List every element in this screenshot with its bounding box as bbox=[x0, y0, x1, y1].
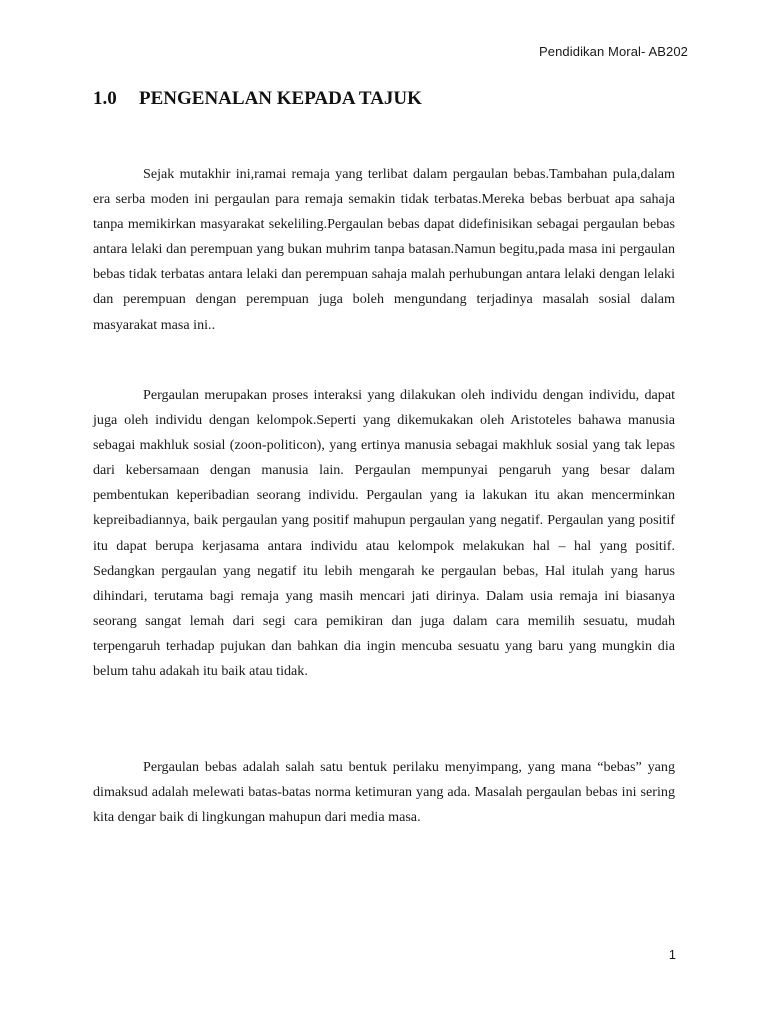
page-number: 1 bbox=[668, 947, 676, 962]
running-header-text: Pendidikan Moral- AB202 bbox=[538, 44, 688, 59]
section-heading bbox=[93, 88, 422, 110]
paragraph-block-2 bbox=[93, 383, 675, 684]
paragraph-block-1 bbox=[93, 162, 675, 338]
paragraph-1: Sejak mutakhir ini,ramai remaja yang terlibat dalam pergaulan bebas.Tambahan pula,dalam era serba moden ini pergaulan para remaja semakin tidak terbatas.Mereka bebas berbuat apa sahaja tanpa memikirkan masyarakat sekeliling.Pergaulan bebas dapat didefinisikan sebagai pergaulan bebas antara lelaki dan perempuan yang bukan muhrim tanpa batasan.Namun begitu,pada masa ini pergaulan bebas tidak terbatas antara lelaki dan perempuan sahaja malah perhubungan antara lelaki dengan lelaki dan perempuan dengan perempuan juga boleh mengundang terjadinya masalah sosial dalam masyarakat masa ini.. bbox=[93, 166, 675, 333]
running-header bbox=[539, 44, 688, 59]
paragraph-block-3 bbox=[93, 755, 675, 830]
section-title: PENGENALAN KEPADA TAJUK bbox=[139, 88, 422, 109]
paragraph-3: Pergaulan bebas adalah salah satu bentuk perilaku menyimpang, yang mana “bebas” yang dimaksud adalah melewati batas-batas norma ketimuran yang ada. Masalah pergaulan bebas ini sering kita dengar baik di lingkungan mahupun dari media masa. bbox=[93, 759, 675, 826]
paragraph-2: Pergaulan merupakan proses interaksi yang dilakukan oleh individu dengan individu, dapat juga oleh individu dengan kelompok.Seperti yang dikemukakan oleh Aristoteles bahawa manusia sebagai makhluk sosial (zoon-politicon), yang ertinya manusia sebagai makhluk sosial yang tak lepas dari kebersamaan dengan manusia lain. Pergaulan mempunyai pengaruh yang besar dalam pembentukan keperibadian seorang individu. Pergaulan yang ia lakukan itu akan mencerminkan kepreibadiannya, baik pergaulan yang positif mahupun pergaulan yang negatif. Pergaulan yang positif itu dapat berupa kerjasama antara individu atau kelompok melakukan hal – hal yang positif. Sedangkan pergaulan yang negatif itu lebih mengarah ke pergaulan bebas, Hal itulah yang harus dihindari, terutama bagi remaja yang masih mencari jati dirinya. Dalam usia remaja ini biasanya seorang sangat lemah dari segi cara pemikiran dan juga dalam cara memilih sesuatu, mudah terpengaruh terhadap pujukan dan bahkan dia ingin mencuba sesuatu yang baru yang mungkin dia belum tahu adakah itu baik atau tidak. bbox=[93, 387, 675, 680]
section-number: 1.0 bbox=[93, 88, 117, 109]
